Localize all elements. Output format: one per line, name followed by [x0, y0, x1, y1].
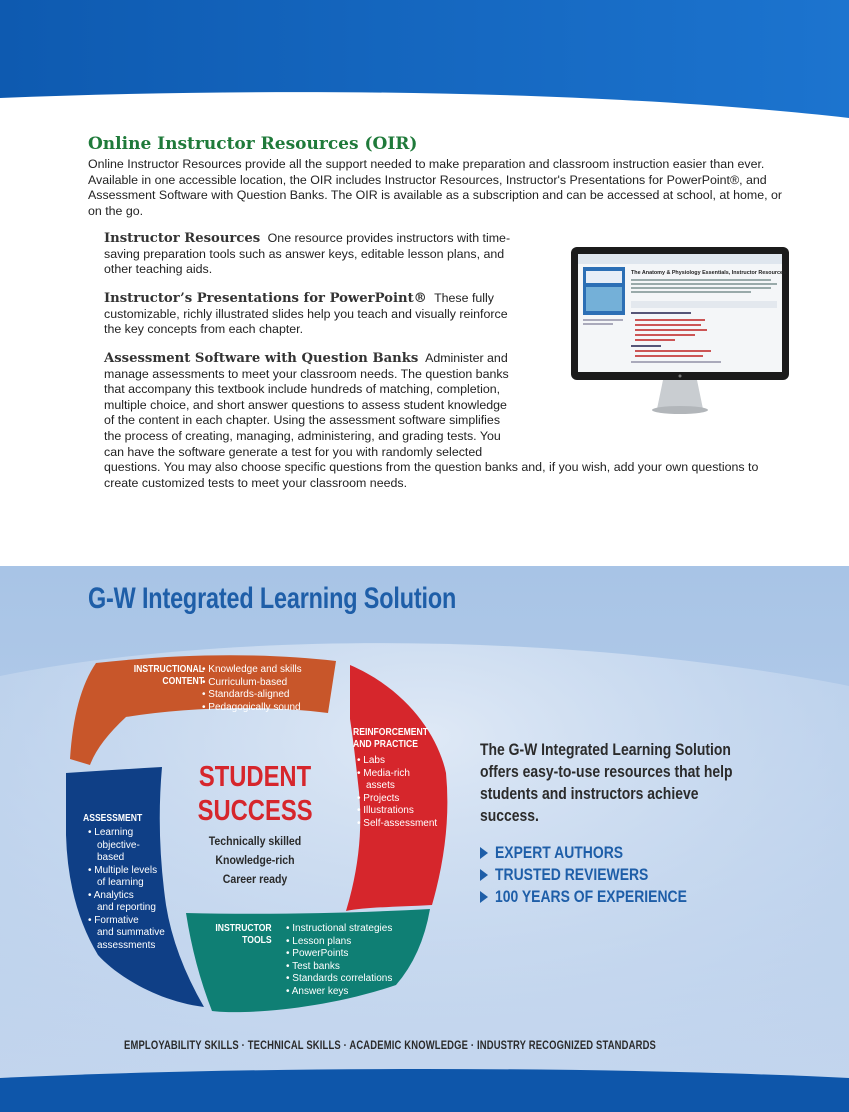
list-item: • Standards correlations [286, 973, 392, 986]
list-item-continued [357, 780, 437, 793]
label-line: INSTRUCTOR [215, 923, 272, 934]
list-item-text: based [97, 852, 125, 863]
top-banner [0, 0, 849, 130]
feature-expert-authors [480, 843, 651, 863]
monitor [571, 247, 789, 417]
list-item: • Multiple levels [88, 865, 165, 878]
resource-text: Administer and manage assessments to meet your classroom needs. The question banks that accompany this textbook include hundreds of matching, completion, multiple choice, and short answer questions to assess student knowledge of the content in each chapter. Using the assessment software simplifies the process of creating, managing, administering, and grading tests. You can have the software generate a test for you with randomly selected questions. You may also choose specific questions from the question banks and, if you wish, add your own questions to create customized tests to meet your classroom needs. [104, 351, 759, 490]
learning-solution-description: The G-W Integrated Learning Solution offers easy-to-use resources that help students and instructors achieve success. [480, 740, 733, 825]
resource-heading: Instructor Resources [104, 231, 261, 246]
resource-text: One resource provides instructors with time-saving preparation tools such as answer keys, editable lesson plans, and other teaching aids. [104, 231, 511, 277]
skills-footer: EMPLOYABILITY SKILLS · TECHNICAL SKILLS · ACADEMIC KNOWLEDGE · INDUSTRY RECOGNIZED STANDARDS [124, 1040, 657, 1052]
resource-instructor-resources [104, 231, 524, 278]
title-line: STUDENT [198, 761, 312, 793]
list-item: • Lesson plans [286, 936, 392, 949]
list-item-continued [88, 927, 165, 940]
list-item-text: assets [366, 780, 395, 791]
list-item-text: and summative [97, 927, 165, 938]
resource-text: These fully customizable, richly illustrated slides help you teach and visually reinforce the key concepts from each chapter. [104, 291, 508, 337]
list-item-continued [88, 940, 165, 953]
label-line: TOOLS [242, 935, 272, 946]
triangle-right-icon [480, 869, 488, 881]
label-line: CONTENT [162, 676, 204, 687]
list-item: • Answer keys [286, 986, 392, 999]
list-item: • Labs [357, 755, 437, 768]
reinforcement-label [353, 727, 428, 751]
triangle-right-icon [480, 847, 488, 859]
trait: Career ready [222, 872, 288, 886]
list-item-continued [88, 902, 165, 915]
list-item: • PowerPoints [286, 948, 392, 961]
list-item: • Pedagogically sound [202, 702, 302, 715]
list-item: • Projects [357, 793, 437, 806]
feature-label: 100 YEARS OF EXPERIENCE [495, 887, 687, 906]
list-item: • Learning [88, 827, 165, 840]
label-line: REINFORCEMENT [353, 727, 429, 738]
list-item-continued [88, 877, 165, 890]
assessment-label: ASSESSMENT [83, 813, 143, 824]
list-item: • Instructional strategies [286, 923, 392, 936]
list-item: • Illustrations [357, 805, 437, 818]
list-item-text: and reporting [97, 902, 156, 913]
feature-label: EXPERT AUTHORS [495, 843, 624, 862]
list-item: • Knowledge and skills [202, 664, 302, 677]
assessment-list [88, 827, 165, 952]
trait: Technically skilled [208, 834, 302, 848]
trait: Knowledge-rich [215, 853, 295, 867]
instructional-content-list [202, 664, 302, 714]
student-traits [193, 832, 316, 889]
list-item-text: objective- [97, 839, 140, 851]
instructor-tools-list [286, 923, 392, 998]
label-line: AND PRACTICE [353, 739, 418, 750]
oir-intro: Online Instructor Resources provide all the support needed to make preparation and classroom instruction easier than ever. Available in one accessible location, the OIR includes Instructor Resources, Instructor's Presentations for PowerPoint®, and Assessment Software with Question Banks. The OIR is available as a subscription and can be accessed at school, at home, or on the go. [88, 157, 783, 218]
triangle-right-icon [480, 891, 488, 903]
label-line: INSTRUCTIONAL [133, 664, 204, 675]
resource-presentations [104, 291, 524, 338]
list-item: • Curriculum-based [202, 677, 302, 690]
screen-title: The Anatomy & Physiology Essentials, Instructor Resources [631, 270, 786, 276]
list-item: • Self-assessment [357, 818, 437, 831]
learning-solution-title: G-W Integrated Learning Solution [88, 582, 457, 615]
list-item: • Media-rich [357, 768, 437, 781]
list-item: • Analytics [88, 890, 165, 903]
student-success-title [198, 760, 313, 828]
title-line: SUCCESS [197, 795, 313, 827]
feature-trusted-reviewers [480, 865, 682, 885]
list-item: • Standards-aligned [202, 689, 302, 702]
list-item-continued [88, 852, 165, 865]
list-item: • Formative [88, 915, 165, 928]
list-item-text: assessments [97, 939, 156, 951]
feature-label: TRUSTED REVIEWERS [495, 865, 649, 884]
list-item-text: of learning [97, 877, 144, 888]
reinforcement-list [357, 755, 437, 830]
oir-title: Online Instructor Resources (OIR) [88, 134, 418, 154]
instructional-content-label [118, 664, 204, 688]
instructor-tools-label [208, 923, 272, 947]
resource-heading: Instructor’s Presentations for PowerPoint® [104, 291, 427, 306]
resource-heading: Assessment Software with Question Banks [104, 351, 419, 366]
list-item-continued [88, 840, 165, 853]
feature-experience [480, 887, 729, 907]
list-item: • Test banks [286, 961, 392, 974]
